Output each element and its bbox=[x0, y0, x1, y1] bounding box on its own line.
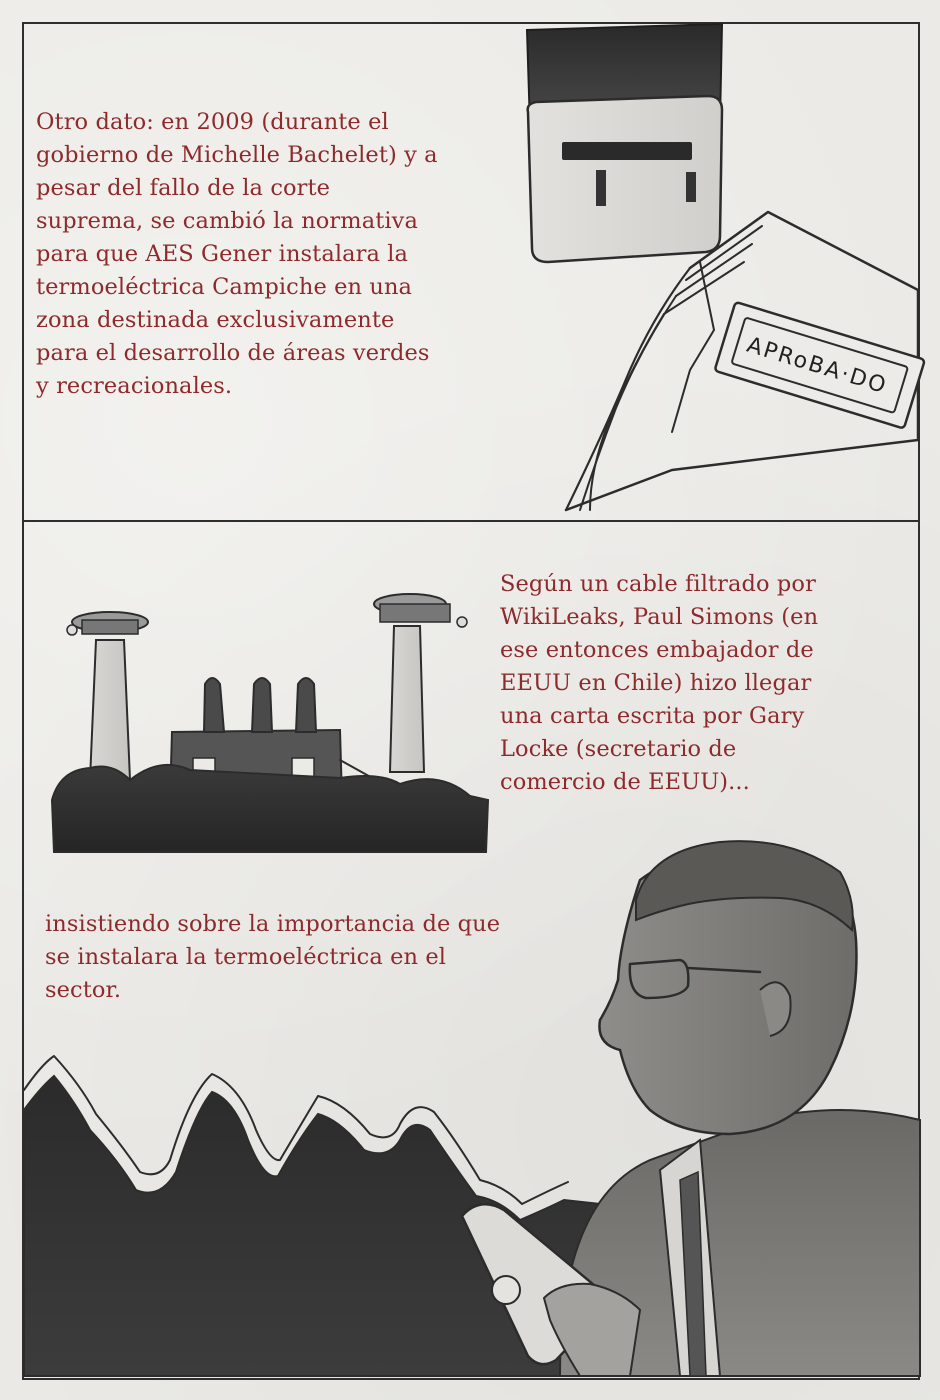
approved-stamp-text: APRoBA·DO bbox=[743, 332, 891, 400]
middle-panel-caption: Según un cable filtrado por WikiLeaks, Paul Simons (en ese entonces embajador de EEUU en Chile) hizo llegar una carta escrita por Gary Locke (secretario de comercio de EEUU)... bbox=[500, 571, 819, 795]
bottom-panel-caption: insistiendo sobre la importancia de que se instalara la termoeléctrica en el sector. bbox=[45, 911, 501, 1003]
top-panel-caption: Otro dato: en 2009 (durante el gobierno de Michelle Bachelet) y a pesar del fallo de la corte suprema, se cambió la normativa para que AES Gener instalara la termoeléctrica Campiche en una zona destinada exclusivamente para el desarrollo de áreas verdes y recreacionales. bbox=[36, 109, 438, 399]
